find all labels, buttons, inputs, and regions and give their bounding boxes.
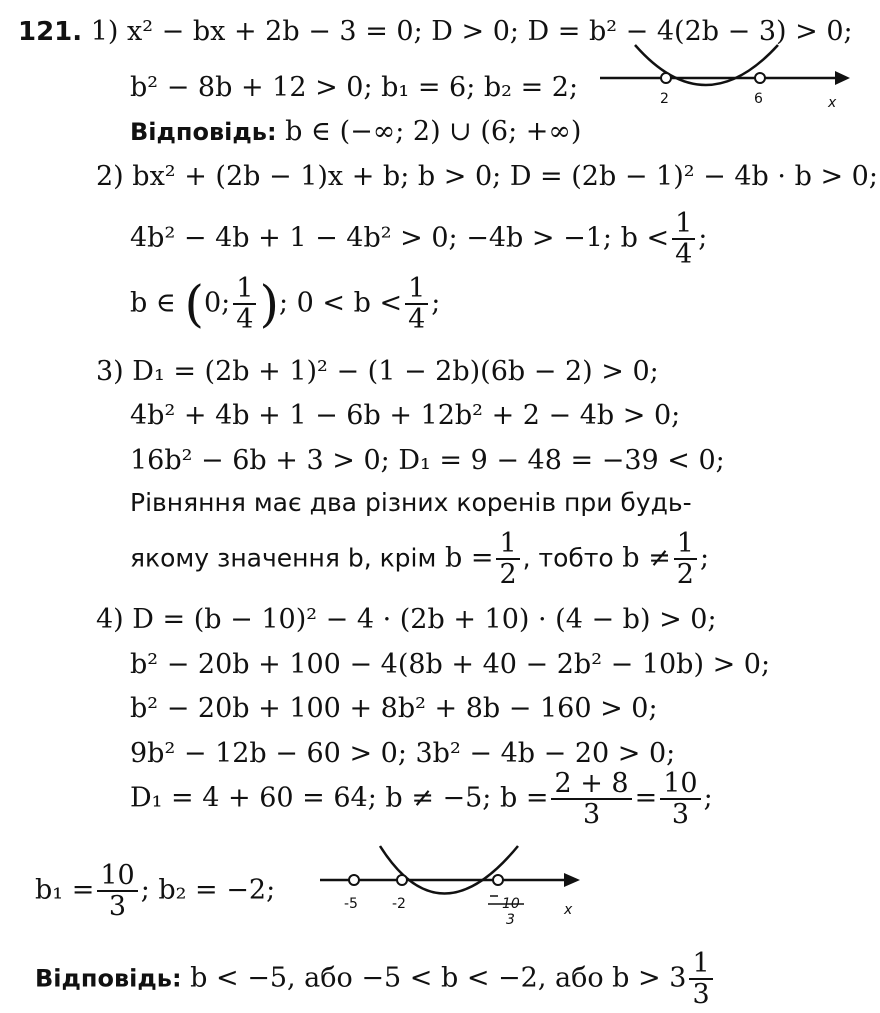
- fraction-1-2: $\frac{1}{2}$: [496, 530, 519, 588]
- p4-line-2: b² − 20b + 100 − 4(8b + 40 − 2b² − 10b) > 0;: [130, 649, 771, 680]
- problem-number: 121.: [18, 17, 83, 47]
- p3-line-1: 3) D₁ = (2b + 1)² − (1 − 2b)(6b − 2) > 0;: [96, 356, 659, 387]
- p3-line-2: 4b² + 4b + 1 − 6b + 12b² + 2 − 4b > 0;: [130, 400, 681, 431]
- point-m2: [397, 875, 407, 885]
- fraction-1-2b: $\frac{1}{2}$: [674, 530, 697, 588]
- p2-line-3: b ∈ (0; $\frac{1}{4}$ ); 0 < b < $\frac{1}{4}$ ;: [130, 273, 441, 335]
- number-line-1: [600, 45, 850, 115]
- answer-1: [130, 118, 581, 145]
- axis-arrow-1: [835, 71, 850, 85]
- label-3: 3: [506, 912, 515, 928]
- answer-text-4: b < −5, або −5 < b < −2, або b > 3: [181, 962, 687, 994]
- problem-line-1-2: b² − 8b + 12 > 0; b₁ = 6; b₂ = 2;: [130, 72, 579, 103]
- label-x2: x: [564, 902, 573, 918]
- label-10: 10: [502, 896, 520, 912]
- fraction-2plus8-3: $\frac{2 + 8}{3}$: [551, 770, 631, 828]
- label-m5: -5: [344, 896, 358, 912]
- fraction-10-3: $\frac{10}{3}$: [660, 770, 700, 828]
- parabola-2: [380, 846, 518, 894]
- p4-line-1: 4) D = (b − 10)² − 4 · (2b + 10) · (4 − b) > 0;: [96, 604, 717, 635]
- point-6: [755, 73, 765, 83]
- answer-text-1: b ∈ (−∞; 2) ∪ (6; +∞): [276, 116, 582, 147]
- p4-line-4: 9b² − 12b − 60 > 0; 3b² − 4b − 20 > 0;: [130, 738, 676, 769]
- axis-arrow-2: [564, 873, 580, 887]
- fraction-1-4: $\frac{1}{4}$: [672, 210, 695, 268]
- p1-equation: 1) x² − bx + 2b − 3 = 0; D > 0; D = b² − 4(2b − 3) > 0;: [90, 16, 853, 47]
- label-x1: x: [828, 95, 837, 111]
- fraction-10-3b: $\frac{10}{3}$: [97, 862, 137, 920]
- p2-line-1: 2) bx² + (2b − 1)x + b; b > 0; D = (2b − 1)² − 4b · b > 0;: [96, 161, 878, 192]
- point-2: [661, 73, 671, 83]
- answer-label-4: Відповідь:: [35, 964, 182, 993]
- number-line-2: [320, 846, 582, 941]
- p4-line-3: b² − 20b + 100 + 8b² + 8b − 160 > 0;: [130, 693, 658, 724]
- p3-text-1: Рівняння має два різних коренів при будь-: [130, 488, 692, 517]
- fraction-1-4b: $\frac{1}{4}$: [233, 275, 256, 333]
- p2-line-2: 4b² − 4b + 1 − 4b² > 0; −4b > −1; b < $\frac{1}{4}$ ;: [130, 208, 708, 270]
- problem-line-1-1: [18, 18, 853, 45]
- label-m2: -2: [392, 896, 406, 912]
- p4-line-6: b₁ = $\frac{10}{3}$ ; b₂ = −2;: [35, 860, 276, 922]
- point-10-3: [493, 875, 503, 885]
- point-m5: [349, 875, 359, 885]
- fraction-1-4c: $\frac{1}{4}$: [405, 275, 428, 333]
- answer-4: [35, 950, 716, 1008]
- p3-line-3: 16b² − 6b + 3 > 0; D₁ = 9 − 48 = −39 < 0;: [130, 445, 725, 476]
- label-6: 6: [754, 91, 763, 107]
- p3-text-2: якому значення b, крім b = $\frac{1}{2}$ , тобто b ≠ $\frac{1}{2}$ ;: [130, 528, 710, 590]
- p4-line-5: D₁ = 4 + 60 = 64; b ≠ −5; b = $\frac{2 + 8}{3}$ = $\frac{10}{3}$ ;: [130, 768, 713, 830]
- label-2: 2: [660, 91, 669, 107]
- answer-label-1: Відповідь:: [130, 118, 277, 146]
- fraction-1-3: $\frac{1}{3}$: [689, 950, 712, 1008]
